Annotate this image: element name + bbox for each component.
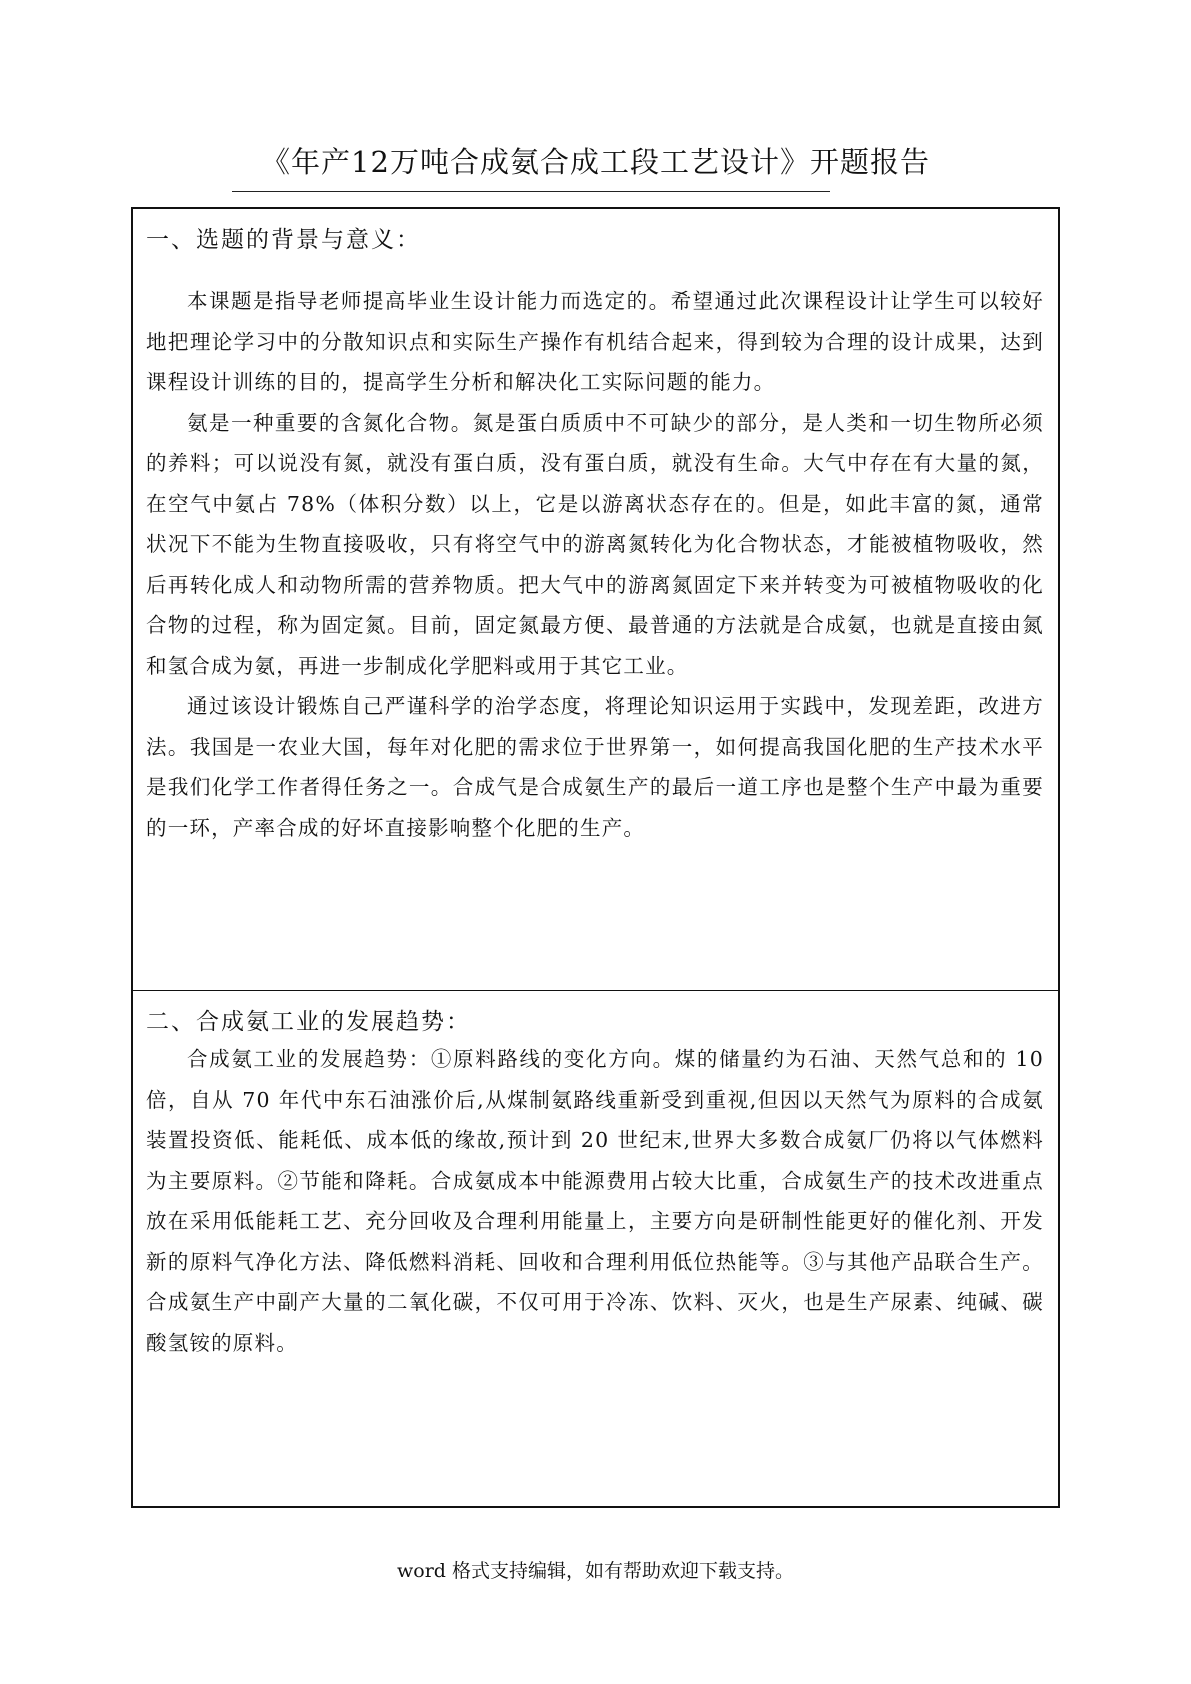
section-body	[146, 1039, 1044, 1363]
section-heading: 一、选题的背景与意义：	[146, 227, 421, 253]
section-background-significance	[133, 209, 1058, 991]
footer-note: word 格式支持编辑，如有帮助欢迎下载支持。	[397, 1560, 794, 1582]
section-heading: 二、合成氨工业的发展趋势：	[146, 1009, 471, 1035]
report-table	[131, 207, 1060, 1508]
paragraph: 合成氨工业的发展趋势：①原料路线的变化方向。煤的储量约为石油、天然气总和的 10 倍，自从 70 年代中东石油涨价后,从煤制氨路线重新受到重视,但因以天然气为原料的合成氨装置投资低、能耗低、成本低的缘故,预计到 20 世纪末,世界大多数合成氨厂仍将以气体燃料为主要原料。②节能和降耗。合成氨成本中能源费用占较大比重，合成氨生产的技术改进重点放在采用低能耗工艺、充分回收及合理利用能量上，主要方向是研制性能更好的催化剂、开发新的原料气净化方法、降低燃料消耗、回收和合理利用低位热能等。③与其他产品联合生产。合成氨生产中副产大量的二氧化碳，不仅可用于冷冻、饮料、灭火，也是生产尿素、纯碱、碳酸氢铵的原料。	[146, 1047, 1044, 1355]
section-development-trend	[133, 991, 1058, 1506]
paragraph: 通过该设计锻炼自己严谨科学的治学态度，将理论知识运用于实践中，发现差距，改进方法。我国是一农业大国，每年对化肥的需求位于世界第一，如何提高我国化肥的生产技术水平是我们化学工作者得任务之一。合成气是合成氨生产的最后一道工序也是整个生产中最为重要的一环，产率合成的好坏直接影响整个化肥的生产。	[146, 694, 1044, 840]
title-underline	[232, 191, 830, 192]
paragraph: 氨是一种重要的含氮化合物。氮是蛋白质质中不可缺少的部分，是人类和一切生物所必须的养料；可以说没有氮，就没有蛋白质，没有蛋白质，就没有生命。大气中存在有大量的氮，在空气中氨占 78%（体积分数）以上，它是以游离状态存在的。但是，如此丰富的氮，通常状况下不能为生物直接吸收，只有将空气中的游离氮转化为化合物状态，才能被植物吸收，然后再转化成人和动物所需的营养物质。把大气中的游离氮固定下来并转变为可被植物吸收的化合物的过程，称为固定氮。目前，固定氮最方便、最普通的方法就是合成氨，也就是直接由氮和氢合成为氨，再进一步制成化学肥料或用于其它工业。	[146, 410, 1044, 678]
paragraph: 本课题是指导老师提高毕业生设计能力而选定的。希望通过此次课程设计让学生可以较好地把理论学习中的分散知识点和实际生产操作有机结合起来，得到较为合理的设计成果，达到课程设计训练的目的，提高学生分析和解决化工实际问题的能力。	[146, 289, 1044, 394]
document-title: 《年产12万吨合成氨合成工段工艺设计》开题报告	[261, 145, 930, 179]
section-body	[146, 281, 1044, 848]
